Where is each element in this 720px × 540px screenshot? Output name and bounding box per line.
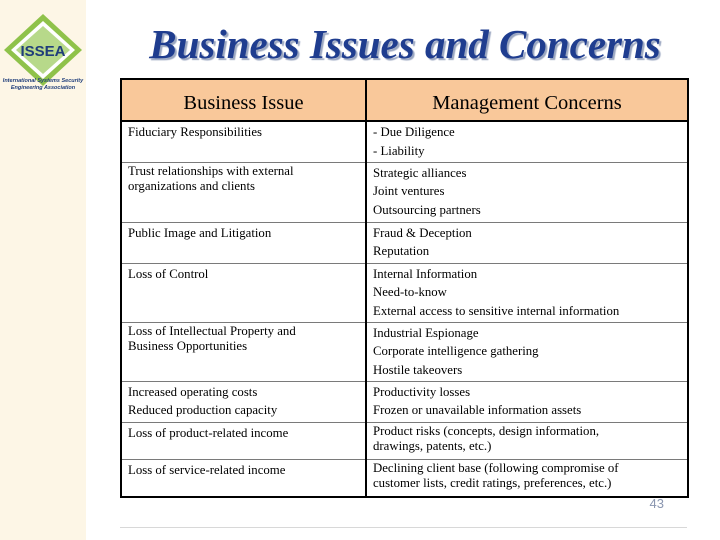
- table-row: [121, 162, 688, 222]
- issue-line: Increased operating costs: [128, 384, 258, 399]
- issue-cell: [121, 162, 366, 222]
- logo-name: ISSEA: [20, 43, 66, 60]
- issue-line: organizations and clients: [128, 179, 255, 193]
- header-management-concerns: Management Concerns: [366, 79, 688, 121]
- concern-line: Declining client base (following compromise of: [373, 460, 619, 475]
- footer-rule: [120, 527, 687, 528]
- concern-line: Fraud & Deception: [373, 225, 472, 240]
- concerns-cell: [366, 459, 688, 497]
- concern-line: Frozen or unavailable information assets: [373, 403, 582, 417]
- logo-tagline: [0, 78, 86, 92]
- issue-line: Public Image and Litigation: [128, 225, 272, 240]
- issue-line: Business Opportunities: [128, 339, 248, 353]
- page-number: 43: [649, 496, 664, 511]
- issue-cell: [121, 263, 366, 322]
- concern-line: Hostile takeovers: [373, 362, 463, 377]
- concerns-cell: [366, 121, 688, 162]
- table-row: [121, 422, 688, 459]
- concern-line: Need-to-know: [373, 285, 447, 299]
- issue-line: Loss of service-related income: [128, 462, 286, 477]
- table-header-row: [121, 79, 688, 121]
- concern-line: drawings, patents, etc.): [373, 439, 492, 453]
- logo-tagline-line1: International Systems Security: [2, 78, 84, 84]
- header-business-issue: Business Issue: [121, 79, 366, 121]
- concern-line: - Liability: [373, 143, 425, 158]
- slide-title: Business Issues and Concerns: [149, 21, 661, 67]
- concerns-cell: [366, 381, 688, 422]
- issues-table: [120, 78, 689, 498]
- concerns-cell: [366, 263, 688, 322]
- concern-line: - Due Diligence: [373, 125, 455, 139]
- concern-line: Joint ventures: [373, 184, 445, 198]
- issue-line: Reduced production capacity: [128, 403, 278, 417]
- concern-line: Corporate intelligence gathering: [373, 344, 539, 358]
- issue-cell: [121, 381, 366, 422]
- concern-line: External access to sensitive internal information: [373, 303, 620, 318]
- concern-line: Industrial Espionage: [373, 325, 479, 340]
- concern-line: Product risks (concepts, design information,: [373, 423, 600, 438]
- issue-line: Loss of product-related income: [128, 425, 289, 440]
- concern-line: Outsourcing partners: [373, 202, 481, 217]
- issue-line: Fiduciary Responsibilities: [128, 125, 263, 139]
- concerns-cell: [366, 162, 688, 222]
- issue-line: Loss of Control: [128, 266, 209, 281]
- concern-line: Reputation: [373, 244, 430, 258]
- concerns-cell: [366, 422, 688, 459]
- issue-cell: [121, 121, 366, 162]
- concerns-cell: [366, 222, 688, 263]
- issue-cell: [121, 422, 366, 459]
- concern-line: customer lists, credit ratings, preferences, etc.): [373, 476, 612, 490]
- issue-line: Trust relationships with external: [128, 163, 294, 178]
- table-row: [121, 222, 688, 263]
- logo-tagline-line2: Engineering Association: [10, 85, 76, 91]
- table-row: [121, 121, 688, 162]
- issue-line: Loss of Intellectual Property and: [128, 323, 296, 338]
- issue-cell: [121, 459, 366, 497]
- concerns-cell: [366, 322, 688, 381]
- table-row: [121, 459, 688, 497]
- concern-line: Productivity losses: [373, 384, 471, 399]
- concern-line: Internal Information: [373, 266, 478, 281]
- table-row: [121, 322, 688, 381]
- table-row: [121, 263, 688, 322]
- issue-cell: [121, 222, 366, 263]
- concern-line: Strategic alliances: [373, 165, 467, 180]
- issue-cell: [121, 322, 366, 381]
- table-row: [121, 381, 688, 422]
